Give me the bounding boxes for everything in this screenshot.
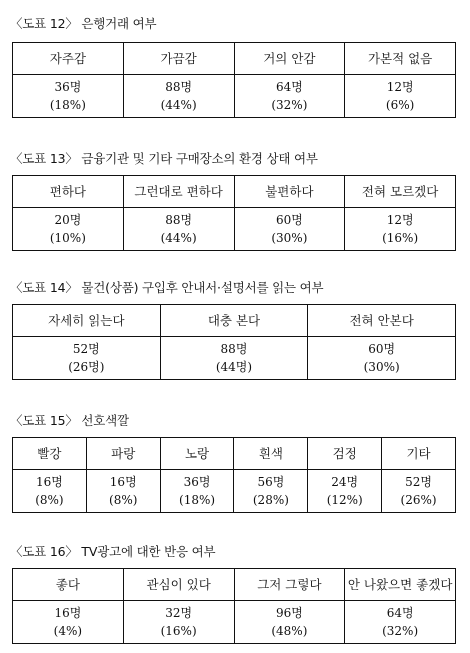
header-cell: 기타 [382, 438, 456, 470]
percent-value: (8%) [109, 493, 138, 507]
count-value: 88명 [220, 342, 248, 356]
header-cell: 안 나왔으면 좋겠다 [345, 569, 456, 601]
table-value-row [13, 337, 456, 380]
count-value: 16명 [54, 606, 82, 620]
header-cell: 편하다 [13, 176, 124, 208]
header-cell: 흰색 [234, 438, 308, 470]
table-store-environment [12, 175, 456, 251]
count-value: 52명 [72, 342, 100, 356]
table-manual-reading [12, 304, 456, 380]
header-cell: 파랑 [86, 438, 160, 470]
percent-value: (32%) [271, 98, 308, 112]
value-cell [345, 601, 456, 644]
count-value: 24명 [331, 475, 359, 489]
value-cell [13, 75, 124, 118]
header-cell: 관심이 있다 [123, 569, 234, 601]
count-value: 64명 [386, 606, 414, 620]
value-cell [123, 208, 234, 251]
value-cell [13, 337, 161, 380]
percent-value: (30%) [271, 231, 308, 245]
count-value: 96명 [275, 606, 303, 620]
value-cell [345, 208, 456, 251]
percent-value: (44%) [160, 98, 197, 112]
count-value: 16명 [35, 475, 63, 489]
percent-value: (18%) [49, 98, 86, 112]
header-cell: 검정 [308, 438, 382, 470]
value-cell [86, 470, 160, 513]
table-header-row [13, 438, 456, 470]
value-cell [123, 601, 234, 644]
header-cell: 빨강 [13, 438, 87, 470]
table-header-row [13, 176, 456, 208]
header-cell: 전혀 모르겠다 [345, 176, 456, 208]
percent-value: (12%) [326, 493, 363, 507]
header-cell: 자주감 [13, 43, 124, 75]
table-header-row [13, 569, 456, 601]
value-cell [345, 75, 456, 118]
value-cell [308, 470, 382, 513]
count-value: 32명 [165, 606, 193, 620]
count-value: 12명 [386, 213, 414, 227]
header-cell: 그런대로 편하다 [123, 176, 234, 208]
table-bank-visits [12, 42, 456, 118]
header-cell: 그저 그렇다 [234, 569, 345, 601]
count-value: 88명 [165, 80, 193, 94]
value-cell [123, 75, 234, 118]
value-cell [234, 601, 345, 644]
percent-value: (26명) [68, 360, 105, 374]
table-header-row [13, 305, 456, 337]
count-value: 52명 [405, 475, 432, 489]
header-cell: 가본적 없음 [345, 43, 456, 75]
table-value-row [13, 601, 456, 644]
header-cell: 대충 본다 [160, 305, 308, 337]
count-value: 56명 [257, 475, 285, 489]
count-value: 60명 [368, 342, 396, 356]
value-cell [13, 208, 124, 251]
count-value: 20명 [54, 213, 82, 227]
percent-value: (16%) [382, 231, 419, 245]
table-value-row [13, 75, 456, 118]
value-cell [234, 208, 345, 251]
percent-value: (48%) [271, 624, 308, 638]
percent-value: (16%) [160, 624, 197, 638]
count-value: 64명 [275, 80, 303, 94]
table-caption: 〈도표 16〉 TV광고에 대한 반응 여부 [10, 544, 216, 559]
value-cell [160, 337, 308, 380]
value-cell [13, 601, 124, 644]
table-value-row [13, 208, 456, 251]
table-caption: 〈도표 13〉 금융기관 및 기타 구매장소의 환경 상태 여부 [10, 151, 318, 166]
value-cell [160, 470, 234, 513]
table-caption: 〈도표 12〉 은행거래 여부 [10, 16, 157, 31]
header-cell: 전혀 안본다 [308, 305, 456, 337]
header-cell: 가끔감 [123, 43, 234, 75]
percent-value: (8%) [35, 493, 64, 507]
value-cell [234, 75, 345, 118]
count-value: 60명 [275, 213, 303, 227]
count-value: 12명 [386, 80, 414, 94]
value-cell [382, 470, 456, 513]
percent-value: (4%) [53, 624, 83, 638]
table-caption: 〈도표 14〉 물건(상품) 구입후 안내서·설명서를 읽는 여부 [10, 280, 324, 295]
value-cell [234, 470, 308, 513]
header-cell: 거의 안감 [234, 43, 345, 75]
percent-value: (44%) [160, 231, 197, 245]
header-cell: 자세히 읽는다 [13, 305, 161, 337]
percent-value: (6%) [385, 98, 415, 112]
table-header-row [13, 43, 456, 75]
percent-value: (44명) [215, 360, 253, 374]
percent-value: (18%) [179, 493, 216, 507]
table-value-row [13, 470, 456, 513]
header-cell: 노랑 [160, 438, 234, 470]
percent-value: (10%) [49, 231, 86, 245]
count-value: 88명 [165, 213, 193, 227]
percent-value: (30%) [363, 360, 400, 374]
header-cell: 불편하다 [234, 176, 345, 208]
percent-value: (32%) [382, 624, 419, 638]
percent-value: (26%) [400, 493, 437, 507]
table-caption: 〈도표 15〉 선호색깔 [10, 413, 129, 428]
table-tv-ad-reaction [12, 568, 456, 644]
count-value: 36명 [183, 475, 211, 489]
header-cell: 좋다 [13, 569, 124, 601]
count-value: 16명 [109, 475, 137, 489]
count-value: 36명 [54, 80, 82, 94]
table-color-preference [12, 437, 456, 513]
value-cell [13, 470, 87, 513]
percent-value: (28%) [252, 493, 289, 507]
value-cell [308, 337, 456, 380]
